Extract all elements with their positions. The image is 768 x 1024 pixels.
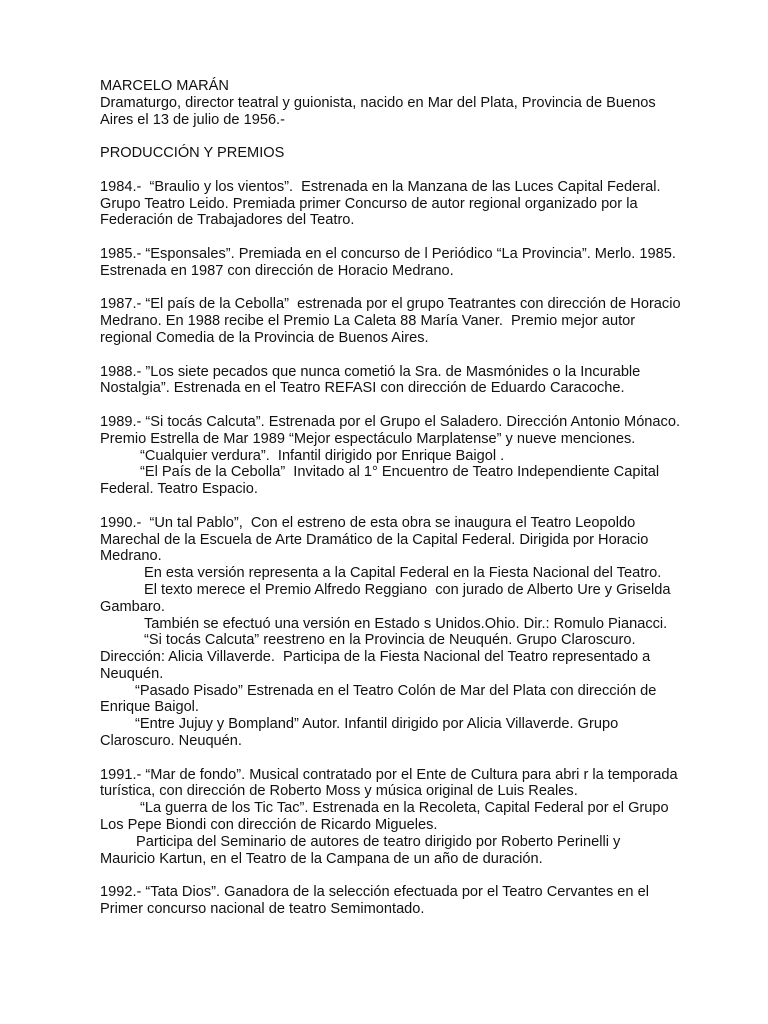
entry-line: En esta versión representa a la Capital Federal en la Fiesta Nacional del Teatro. xyxy=(144,565,662,582)
entry-line: 1992.- “Tata Dios”. Ganadora de la selección efectuada por el Teatro Cervantes en el xyxy=(100,884,649,901)
entry-line: Los Pepe Biondi con dirección de Ricardo Migueles. xyxy=(100,817,438,834)
entry-line: Premio Estrella de Mar 1989 “Mejor espectáculo Marplatense” y nueve menciones. xyxy=(100,430,636,447)
entry-line: turística, con dirección de Roberto Moss y música original de Luis Reales. xyxy=(100,783,578,800)
entry-line: regional Comedia de la Provincia de Buenos Aires. xyxy=(100,329,429,346)
bio-line: Dramaturgo, director teatral y guionista, nacido en Mar del Plata, Provincia de Buenos xyxy=(100,94,656,111)
entry-line: Estrenada en 1987 con dirección de Horacio Medrano. xyxy=(100,262,454,279)
entry-1992 xyxy=(100,884,708,918)
entry-1990 xyxy=(100,515,708,750)
entry-1985 xyxy=(100,246,708,280)
entry-line: Medrano. xyxy=(100,548,162,565)
entry-1989 xyxy=(100,414,708,498)
entry-line: Federal. Teatro Espacio. xyxy=(100,481,258,498)
entry-line: Claroscuro. Neuquén. xyxy=(100,733,242,750)
entry-line: El texto merece el Premio Alfredo Reggiano con jurado de Alberto Ure y Griselda xyxy=(144,581,671,598)
entry-1988 xyxy=(100,364,708,398)
entry-line: Participa del Seminario de autores de teatro dirigido por Roberto Perinelli y xyxy=(136,833,621,850)
entry-1984 xyxy=(100,179,708,229)
entry-line: Marechal de la Escuela de Arte Dramático de la Capital Federal. Dirigida por Horacio xyxy=(100,531,649,548)
entry-line: 1991.- “Mar de fondo”. Musical contratado por el Ente de Cultura para abri r la temporada xyxy=(100,766,678,783)
entry-line: 1985.- “Esponsales”. Premiada en el concurso de l Periódico “La Provincia”. Merlo. 1985. xyxy=(100,245,676,262)
entry-line: “La guerra de los Tic Tac”. Estrenada en la Recoleta, Capital Federal por el Grupo xyxy=(140,800,669,817)
entry-line: Federación de Trabajadores del Teatro. xyxy=(100,212,355,229)
entry-line: Mauricio Kartun, en el Teatro de la Campana de un año de duración. xyxy=(100,850,543,867)
entry-line: Grupo Teatro Leido. Premiada primer Concurso de autor regional organizado por la xyxy=(100,195,638,212)
author-header xyxy=(100,78,708,128)
entry-line: 1989.- “Si tocás Calcuta”. Estrenada por el Grupo el Saladero. Dirección Antonio Mónaco. xyxy=(100,413,681,430)
entry-line: Dirección: Alicia Villaverde. Participa de la Fiesta Nacional del Teatro representado a xyxy=(100,649,651,666)
entry-line: Nostalgia”. Estrenada en el Teatro REFASI con dirección de Eduardo Caracoche. xyxy=(100,380,625,397)
entry-line: Neuquén. xyxy=(100,665,164,682)
author-name: MARCELO MARÁN xyxy=(100,78,229,94)
entry-line: 1990.- “Un tal Pablo”, Con el estreno de esta obra se inaugura el Teatro Leopoldo xyxy=(100,514,636,531)
entry-line: “Pasado Pisado” Estrenada en el Teatro Colón de Mar del Plata con dirección de xyxy=(135,682,657,699)
entry-line: Medrano. En 1988 recibe el Premio La Caleta 88 María Vaner. Premio mejor autor xyxy=(100,313,636,330)
entry-line: “Si tocás Calcuta” reestreno en la Provincia de Neuquén. Grupo Claroscuro. xyxy=(144,632,636,649)
section-heading: PRODUCCIÓN Y PREMIOS xyxy=(100,145,285,162)
entry-line: 1987.- “El país de la Cebolla” estrenada por el grupo Teatrantes con dirección de Horacio xyxy=(100,296,681,313)
entry-line: Enrique Baigol. xyxy=(100,699,199,716)
entry-line: “Entre Jujuy y Bompland” Autor. Infantil dirigido por Alicia Villaverde. Grupo xyxy=(135,716,619,733)
entry-line: Gambaro. xyxy=(100,598,165,615)
entry-line: “El País de la Cebolla” Invitado al 1° Encuentro de Teatro Independiente Capital xyxy=(140,464,660,481)
entry-1987 xyxy=(100,296,708,346)
entry-line: 1984.- “Braulio y los vientos”. Estrenada en la Manzana de las Luces Capital Federal. xyxy=(100,178,661,195)
entry-line: También se efectuó una versión en Estado s Unidos.Ohio. Dir.: Romulo Pianacci. xyxy=(144,615,668,632)
entry-line: Primer concurso nacional de teatro Semimontado. xyxy=(100,901,425,918)
bio-line: Aires el 13 de julio de 1956.- xyxy=(100,111,285,128)
entry-line: “Cualquier verdura”. Infantil dirigido por Enrique Baigol . xyxy=(140,447,505,464)
entry-1991 xyxy=(100,767,708,868)
entry-line: 1988.- ”Los siete pecados que nunca cometió la Sra. de Masmónides o la Incurable xyxy=(100,363,641,380)
